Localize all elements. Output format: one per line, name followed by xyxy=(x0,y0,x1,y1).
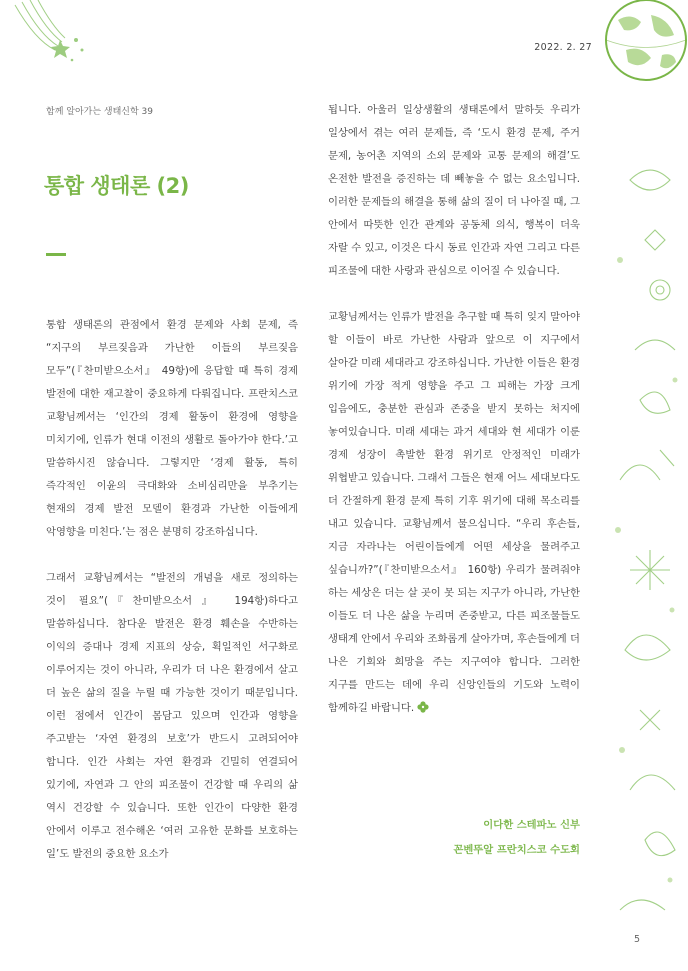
page-number: 5 xyxy=(634,934,641,945)
clover-end-mark-icon xyxy=(417,701,429,713)
globe-decoration-icon xyxy=(596,0,688,92)
article-title: 통합 생태론 (2) xyxy=(44,174,189,198)
article-paragraph-text: 교황님께서는 인류가 발전을 추구할 때 특히 잊지 말아야 할 이들이 바로 가난한 사람과 앞으로 이 지구에서 살아갈 미래 세대라고 강조하십니다. 가난한 이들은 환경 위기에 가장 적게 영향을 주고 그 피해는 가장 크게 입음에도, 충분한 관심과 존중을 받지 못하는 처지에 놓여있습니다. 미래 세대는 과거 세대와 현 세대가 이룬 경제 성장이 촉발한 환경 위기로 안정적인 미래가 위협받고 있습니다. 그래서 그들은 현재 어느 세대보다도 더 간절하게 환경 문제 특히 기후 위기에 대해 목소리를 내고 있습니다. 교황님께서 물으십니다. “우리 후손들, 지금 자라나는 어린이들에게 어떤 세상을 물려주고 싶습니까?”(『찬미받으소서』 160항) 우리가 물려줘야 하는 세상은 더는 살 곳이 못 되는 지구가 아니라, 가난한 이들도 더 나은 삶을 누리며 존중받고, 다른 피조물들도 생태계 안에서 우리와 조화롭게 살아가며, 후손들에게 더 나은 기회와 희망을 주는 지구여야 합니다. 그러한 지구를 만드는 데에 우리 신앙인들의 기도와 노력이 함께하길 바랍니다. xyxy=(328,311,580,714)
author-name: 이다한 스테파노 신부 xyxy=(483,819,580,831)
article-paragraph xyxy=(328,306,580,720)
article-paragraph: 그래서 교황님께서는 “발전의 개념을 새로 정의하는 것이 필요”(『찬미받으소서』 194항)하다고 말씀하십니다. 참다운 발전은 환경 훼손을 수반하는 이익의 증대나 경제 지표의 상승, 획일적인 서구화로 이루어지는 것이 아니라, 우리가 더 나은 환경에서 살고 더 높은 삶의 질을 누릴 때 가능한 것이기 때문입니다. 이런 점에서 인간이 몸담고 있으며 인간과 영향을 주고받는 ‘자연 환경의 보호’가 반드시 고려되어야 합니다. 인간 사회는 자연 환경과 긴밀히 연결되어 있기에, 자연과 그 안의 피조물이 건강할 때 우리의 삶 역시 건강할 수 있습니다. 또한 인간이 다양한 환경 안에서 이루고 전수해온 ‘여러 고유한 문화를 보호하는 일’도 발전의 중요한 요소가 xyxy=(46,572,298,860)
article-right-column xyxy=(328,99,580,720)
leaf-insect-decoration-icon xyxy=(600,150,688,950)
title-underline-divider xyxy=(46,253,66,256)
author-affiliation: 꼰벤뚜알 프란치스코 수도회 xyxy=(453,844,580,856)
shooting-star-decoration-icon xyxy=(10,0,100,70)
article-left-column xyxy=(46,314,298,866)
issue-date: 2022. 2. 27 xyxy=(534,42,592,53)
article-paragraph: 통합 생태론의 관점에서 환경 문제와 사회 문제, 즉 “지구의 부르짖음과 가난한 이들의 부르짖음 모두”(『찬미받으소서』 49항)에 응답할 때 특히 경제 발전에 대한 재고찰이 중요하게 다뤄집니다. 프란치스코 교황님께서는 ‘인간의 경제 활동이 환경에 영향을 미치기에, 인류가 현대 이전의 생활로 돌아가야 한다.’고 말씀하시진 않습니다. 그렇지만 ‘경제 활동, 특히 즉각적인 이윤의 극대화와 소비심리만을 부추기는 현재의 경제 발전 모델이 환경과 가난한 이들에게 악영향을 미친다.’는 점은 분명히 강조하십니다. xyxy=(46,319,298,538)
article-paragraph: 됩니다. 아울러 일상생활의 생태론에서 말하듯 우리가 일상에서 겪는 여러 문제들, 즉 ‘도시 환경 문제, 주거 문제, 농어촌 지역의 소외 문제와 교통 문제의 해결’도 온전한 발전을 증진하는 데 빼놓을 수 없는 요소입니다. 이러한 문제들의 해결을 통해 삶의 질이 더 나아질 때, 그 안에서 따뜻한 인간 관계와 공동체 의식, 행복이 더욱 자랄 수 있고, 이것은 다시 동료 인간과 자연 그리고 다른 피조물에 대한 사랑과 관심으로 이어질 수 있습니다. xyxy=(328,104,580,277)
series-label: 함께 알아가는 생태신학 39 xyxy=(46,107,153,117)
